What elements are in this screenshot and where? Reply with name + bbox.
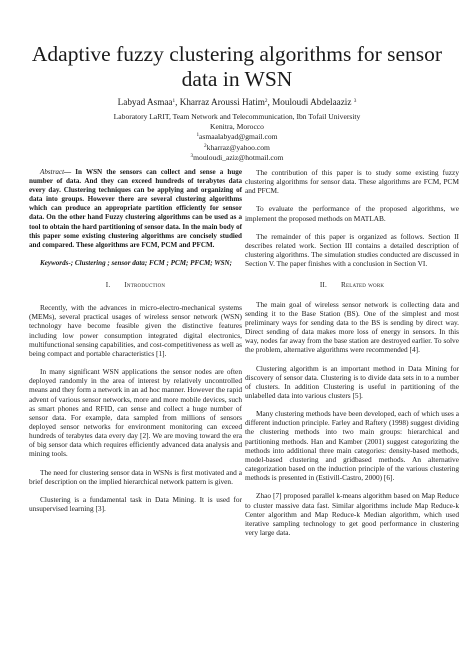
paragraph: Many clustering methods have been developed, each of which uses a different induction principle. Farley and Raftery (1998) suggest dividing the clustering methods into two main groups: hierarchical and partitioning methods. Han and Kamber (2001) suggest categorizing the methods into additional three main categories: density-based methods, model-based clustering and gridbased methods. An alternative categorization based on the induction principle of the various clustering methods is presented in (Estivill-Castro, 2000) [6]. [245, 409, 459, 483]
author-email: $^3$mouloudi_aziz@hotmail.com [190, 152, 284, 162]
abstract-label: Abstract [40, 168, 65, 176]
paragraph: Zhao [7] proposed parallel k-means algorithm based on Map Reduce to cluster massive data fast. Similar algorithms include Map Reduce-k Center algorithm and Map Reduce-k Median algorithm, which used iterative sampling technology to get good performance in clustering very large data. [245, 491, 459, 537]
author-email: $^1$asmaalabyad@gmail.com [196, 132, 278, 142]
paragraph: To evaluate the performance of the proposed algorithms, we implement the proposed methods on MATLAB. [245, 204, 459, 223]
affiliation-block [20, 112, 454, 163]
keywords: Keywords-; Clustering ; sensor data; FCM ; PCM; PFCM; WSN; [40, 258, 233, 267]
right-column [245, 168, 459, 537]
paragraph: In many significant WSN applications the sensor nodes are often deployed randomly in the area of interest by relatively uncontrolled means and they form a network in an ad hoc manner. However the rapid advent of various sensor networks, more and more mobile devices, such as smart phones and RFID, can sense and collect a huge number of sensor data. For example, data sampled from millions of sensors deployed sensor networks for environment monitoring can exceed hundreds of terabytes data every day [2]. We are moving toward the era of big sensor data which requires efficiently advanced data analysis and mining tools. [29, 367, 242, 459]
author-name: Mouloudi Abdelaaziz [272, 97, 352, 107]
author-line: Labyad Asmaa$^1$, Kharraz Aroussi Hatim$^2$, Mouloudi Abdelaaziz $^3$ [117, 97, 357, 107]
paper-title: Adaptive fuzzy clustering algorithms for sensor data in WSN [31, 42, 443, 91]
author-name: Labyad Asmaa [117, 97, 173, 107]
paragraph: The need for clustering sensor data in WSNs is first motivated and a brief description on the implied hierarchical network pattern is given. [29, 467, 242, 486]
paragraph: The remainder of this paper is organized as follows. Section II describes related work. Section III contains a detailed description of clustering algorithms. The simulation studies conducted are discussed in Section V. The paper finishes with a conclusion in Section VI. [245, 231, 459, 269]
paragraph: Clustering is a fundamental task in Data Mining. It is used for unsupervised learning [3]. [29, 494, 242, 514]
left-column [29, 168, 242, 513]
section-heading-introduction: I. Introduction [105, 280, 166, 289]
abstract-text: In WSN the sensors can collect and sense a huge number of data. And they can exceed hundreds of terabytes data every day. Clustering techniques can be applying and organizing of data into groups. However there are several clustering algorithms which can produce an appropriate partition efficiently for sensor data. On the other hand Fuzzy clustering algorithms can be used as a tool to obtain the hard partitioning of sensor data. In the main body of this paper some existing clustering algorithms are concisely studied and compared. These algorithms are FCM, PCM and PFCM. [29, 168, 242, 249]
abstract: Abstract— In WSN the sensors can collect and sense a huge number of data. And they can exceed hundreds of terabytes data every day. Clustering techniques can be applying and organizing of data into groups. However there are several clustering algorithms which can produce an appropriate partition efficiently for sensor data. On the other hand Fuzzy clustering algorithms can be used as a tool to obtain the hard partitioning of sensor data. In the main body of this paper some existing clustering algorithms are concisely studied and compared. These algorithms are FCM, PCM and PFCM. [29, 168, 242, 249]
affiliation-location: Kenitra, Morocco [210, 122, 264, 132]
affiliation-line: Laboratory LaRIT, Team Network and Telecommunication, Ibn Tofail University [113, 112, 361, 121]
author-email: $^2$kharraz@yahoo.com [204, 142, 270, 152]
author-name: Kharraz Aroussi Hatim [179, 97, 265, 107]
author-mark: 1 [172, 98, 176, 104]
section-heading-related-work: II. Related work [319, 281, 385, 290]
paragraph: The contribution of this paper is to study some existing fuzzy clustering algorithms for sensor data. These algorithms are FCM, PCM and PFCM. [245, 168, 459, 196]
paragraph: Clustering algorithm is an important method in Data Mining for discovery of sensor data. Clustering is to divide data sets in to a number of clusters. In addition Clustering is useful in partitioning of the unlabelled data into various clusters [5]. [245, 363, 459, 400]
paragraph: Recently, with the advances in micro-electro-mechanical systems (MEMs), several practical usages of wireless sensor network (WSN) technology have become feasible given the distinctive features including low power consumption integrated digital electronics, multifunctional sensing capabilities, and cost-competitiveness as well as being compact and portable characteristics [1]. [29, 303, 242, 358]
author-mark: 3 [353, 98, 357, 104]
paragraph: The main goal of wireless sensor network is collecting data and sending it to the Base Station (BS). One of the simplest and most preliminary ways for sending data to the BS is sending by direct way. Direct sending of data makes more loss of energy in sensors. In this way, nodes far away from the base station are destroyed earlier. To solve the problem, alternative algorithms were recommended [4]. [245, 299, 459, 355]
author-mark: 2 [264, 98, 268, 104]
